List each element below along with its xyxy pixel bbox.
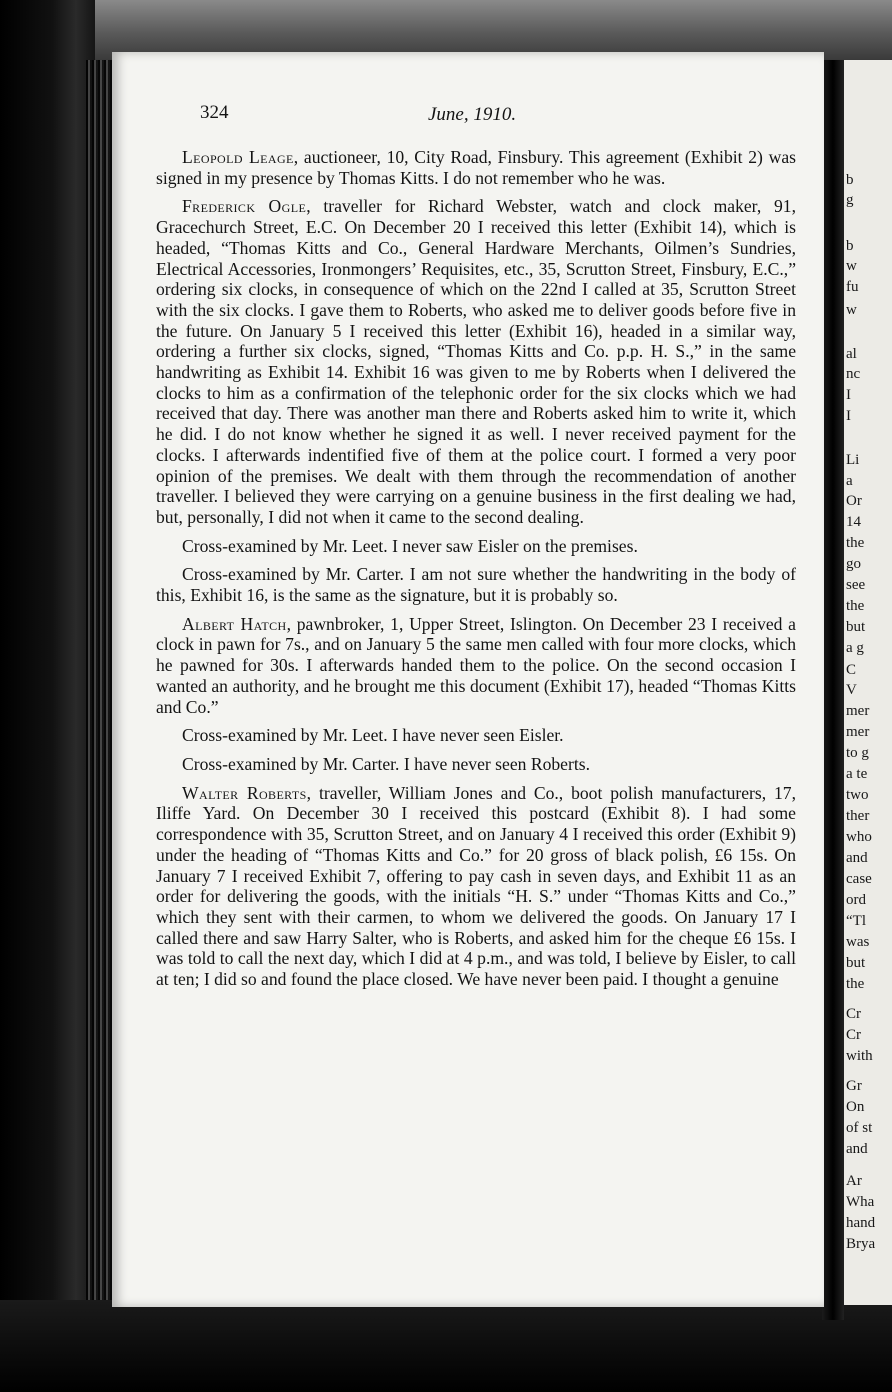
book-gutter — [822, 60, 844, 1320]
facing-page-word: hand — [846, 1215, 876, 1231]
paragraph — [156, 564, 796, 605]
paragraph — [156, 614, 796, 718]
facing-page-word: fu — [846, 279, 859, 295]
facing-page-word: “Tl — [846, 913, 866, 929]
facing-page-word: 14 — [846, 514, 861, 530]
paragraph — [156, 725, 796, 746]
facing-page-word: nc — [846, 366, 861, 382]
facing-page-word: a — [846, 473, 853, 489]
facing-page-word: mer — [846, 703, 870, 719]
facing-page-word: Brya — [846, 1236, 876, 1252]
facing-page-word: w — [846, 258, 857, 274]
paragraph — [156, 536, 796, 557]
facing-page-word: who — [846, 829, 872, 845]
witness-name: Frederick Ogle — [182, 196, 307, 217]
paragraph-text: Cross-examined by Mr. Leet. I have never seen Eisler. — [182, 725, 564, 746]
facing-page-fragment — [844, 60, 892, 1305]
facing-page-word: mer — [846, 724, 870, 740]
facing-page-word: was — [846, 934, 870, 950]
witness-name: Walter Roberts — [182, 782, 307, 803]
facing-page-word: go — [846, 556, 861, 572]
paragraph-text: , auctioneer, 10, City Road, Finsbury. This agreement (Exhibit 2) was signed in my presence by Thomas Kitts. I do not remember who he was. — [156, 147, 796, 188]
paragraph — [156, 783, 796, 990]
witness-name: Albert Hatch — [182, 613, 287, 634]
facing-page-word: C — [846, 662, 857, 678]
facing-page-word: w — [846, 302, 857, 318]
facing-page-word: ther — [846, 808, 870, 824]
facing-page-word: and — [846, 1141, 868, 1157]
facing-page-word: g — [846, 192, 854, 208]
facing-page-word: al — [846, 346, 857, 362]
paragraph-text: , traveller for Richard Webster, watch and clock maker, 91, Gracechurch Street, E.C. On December 20 I received this letter (Exhibit 14), which is headed, “Thomas Kitts and Co., General Hardware Merchants, Oilmen’s Sundries, Electrical Accessories, Ironmongers’ Requisites, etc., 35, Scrutton Street, Finsbury, E.C.,” ordering six clocks, in consequence of which on the 22nd I called at 35, Scrutton Street with the six clocks. I gave them to Roberts, who asked me to deliver goods before five in the future. On January 5 I received this letter (Exhibit 16), headed in a similar way, ordering a further six clocks, signed, “Thomas Kitts and Co. p.p. H. S.,” in the same handwriting as Exhibit 14. Exhibit 16 was given to me by Roberts when I delivered the clocks to him as a confirmation of the telephonic order for the six clocks which we had received that day. There was another man there and Roberts asked him to write it, which he did. I do not know whether he signed it as well. I never received payment for the clocks. I afterwards indentified five of them at the police court. I formed a very poor opinion of the premises. We dealt with them through the recommendation of another traveller. I believed they were carrying on a genuine business in the first dealing we had, but, personally, I did not when it came to the second dealing. — [156, 196, 796, 527]
facing-page-word: of st — [846, 1120, 873, 1136]
facing-page-word: with — [846, 1048, 873, 1064]
facing-page-word: I — [846, 408, 851, 424]
facing-page-word: but — [846, 619, 866, 635]
facing-page-word: a g — [846, 640, 864, 656]
facing-page-word: but — [846, 955, 866, 971]
paragraph — [156, 147, 796, 188]
facing-page-word: Or — [846, 493, 862, 509]
paragraph — [156, 196, 796, 527]
paragraph — [156, 754, 796, 775]
scanner-background-top — [0, 0, 892, 60]
paragraph-text: , pawnbroker, 1, Upper Street, Islington. On December 23 I received a clock in pawn for 7s., and on January 5 the same men called with four more clocks, which he pawned for 30s. I afterwards handed them to the police. On the second occasion I wanted an authority, and he brought me this document (Exhibit 17), headed “Thomas Kitts and Co.” — [156, 613, 796, 717]
facing-page-word: On — [846, 1099, 865, 1115]
facing-page-word: b — [846, 238, 854, 254]
facing-page-word: Li — [846, 452, 860, 468]
witness-name: Leopold Leage — [182, 147, 294, 167]
paragraph-text: Cross-examined by Mr. Carter. I am not sure whether the handwriting in the body of this, Exhibit 16, is the same as the signature, but it is probably so. — [156, 564, 796, 606]
facing-page-word: case — [846, 871, 872, 887]
running-head — [200, 102, 800, 132]
facing-page-word: the — [846, 976, 865, 992]
facing-page-word: a te — [846, 766, 868, 782]
scanner-background-left — [0, 0, 95, 1392]
paragraph-text: Cross-examined by Mr. Carter. I have never seen Roberts. — [182, 753, 590, 774]
facing-page-word: Cr — [846, 1006, 861, 1022]
facing-page-word: I — [846, 387, 851, 403]
facing-page-word: Gr — [846, 1078, 862, 1094]
book-page — [112, 52, 824, 1307]
facing-page-word: b — [846, 172, 854, 188]
facing-page-word: two — [846, 787, 869, 803]
facing-page-word: Cr — [846, 1027, 861, 1043]
facing-page-word: see — [846, 577, 866, 593]
page-number: 324 — [200, 102, 229, 123]
paragraph-text: , traveller, William Jones and Co., boot polish manufacturers, 17, Iliffe Yard. On December 30 I received this postcard (Exhibit 8). I had some correspondence with 35, Scrutton Street, and on January 4 I received this order (Exhibit 9) under the heading of “Thomas Kitts and Co.” for 20 gross of black polish, £6 15s. On January 7 I received Exhibit 7, offering to pay cash in seven days, and Exhibit 11 as an order for delivering the goods, with the initials “H. S.” under “Thomas Kitts and Co.,” which they sent with their carmen, to whom we delivered the goods. On January 17 I called there and saw Harry Salter, who is Roberts, and asked him for the cheque £6 15s. I was told to call the next day, which I did at 4 p.m., and was told, I believe by Eisler, to call at ten; I did so and found the place closed. We have never been paid. I thought a genuine — [156, 782, 797, 990]
page-date-header: June, 1910. — [428, 104, 517, 125]
paragraph-text: Cross-examined by Mr. Leet. I never saw Eisler on the premises. — [182, 535, 638, 556]
scanner-background-bottom — [0, 1300, 892, 1392]
facing-page-word: the — [846, 598, 865, 614]
facing-page-word: Wha — [846, 1194, 875, 1210]
facing-page-word: Ar — [846, 1173, 862, 1189]
facing-page-word: and — [846, 850, 868, 866]
page-body-text — [156, 147, 796, 998]
facing-page-word: V — [846, 682, 857, 698]
facing-page-word: ord — [846, 892, 866, 908]
facing-page-word: the — [846, 535, 865, 551]
facing-page-word: to g — [846, 745, 869, 761]
